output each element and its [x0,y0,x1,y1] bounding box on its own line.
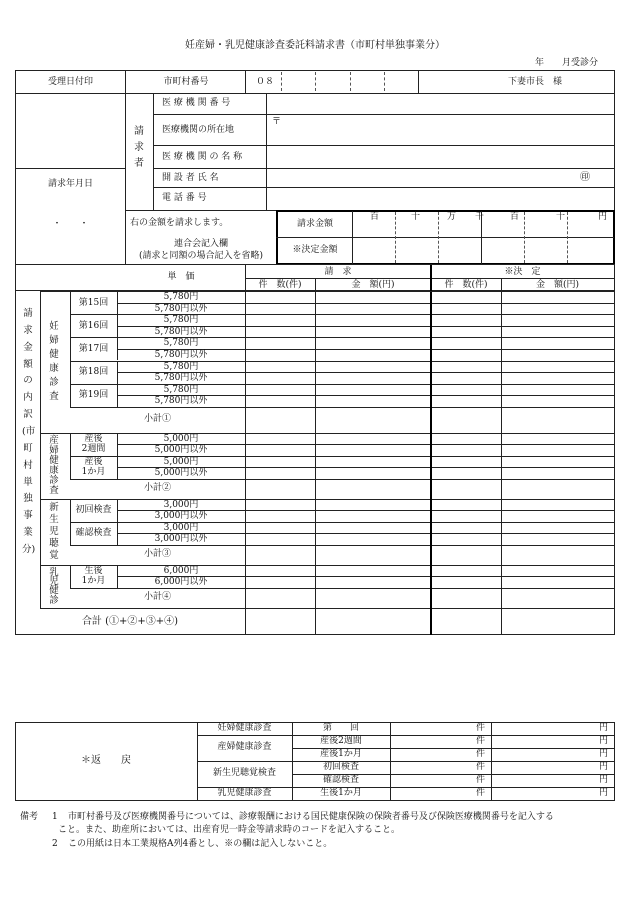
claim-count-header: 件 数(件) [258,280,302,290]
total-label: 合計 (①+②+③+④) [81,616,179,627]
return-item: 産後1か月 [320,749,362,759]
return-count: 件 [475,788,485,798]
federation-note-line1: 連合会記入欄 [173,239,228,249]
unit-yen: 円 [598,212,608,222]
decision-count-header: 件 数(件) [444,280,488,290]
unit-juu-2: 十 [556,212,566,222]
unit-hyaku-1: 百 [370,212,380,222]
unit-hyaku-2: 百 [510,212,520,222]
return-count: 件 [475,762,485,772]
decision-amount-header: 金 額(円) [535,280,580,290]
item-name: 産後 2週間 [81,434,106,454]
note-1-number: 1 [52,812,58,822]
subtotal-label: 小計③ [143,549,171,559]
unit-price: 6,000円 [163,565,199,576]
unit-price: 6,000円以外 [154,577,208,588]
return-count: 件 [475,736,485,746]
return-item: 初回検査 [322,762,359,772]
subtotal-label: 小計① [143,414,171,424]
group-label: 産婦健康診査 [49,435,59,497]
received-period: 年 月受診分 [535,58,599,68]
claim-header: 請 求 [324,267,352,277]
return-item: 確認検査 [322,775,359,785]
unit-man: 万 [447,212,457,222]
institution-address-label: 医療機関の所在地 [162,125,235,135]
breakdown-outer-label: 請求金額の内訳(市町村単独事業分) [22,308,36,556]
addressee: 下妻市長 様 [508,77,563,87]
item-name: 第15回 [78,298,109,308]
return-amount: 円 [598,749,608,759]
decision-header: ※決 定 [504,267,541,277]
federation-note-line2: (請求と同額の場合記入を省略) [138,251,264,261]
note-1-line2: こと。また、助産所においては、出産育児一時金等請求時のコードを記入すること。 [58,825,401,835]
claim-date-dots: ・ ・ [52,219,89,229]
municipal-number-label: 市町村番号 [163,77,209,87]
return-category: 新生児聴覚検査 [212,768,276,778]
unit-price: 3,000円以外 [154,511,208,522]
group-label: 妊婦健康診査 [49,321,59,402]
return-item: 生後1か月 [320,788,362,798]
note-1-line1: 市町村番号及び医療機関番号については、診療報酬における国民健康保険の保険者番号及び保険医療機関番号を記入する [68,812,554,822]
unit-price: 5,000円 [163,456,199,467]
unit-price: 5,780円以外 [154,326,208,337]
unit-price: 3,000円 [163,522,199,533]
item-name: 生後 1か月 [81,566,106,586]
form-title: 妊産婦・乳児健康診査委託料請求書（市町村単独事業分） [185,40,445,51]
unit-price: 5,780円 [163,361,199,372]
institution-number-label: 医 療 機 関 番 号 [162,98,231,108]
unit-price: 3,000円 [163,499,199,510]
founder-name-label: 開 設 者 氏 名 [162,173,219,183]
unit-price: 5,000円以外 [154,445,208,456]
return-count: 件 [475,723,485,733]
return-item: 産後2週間 [320,736,362,746]
claim-date-label: 請求年月日 [47,179,93,189]
return-item: 第 回 [322,723,359,733]
unit-price: 5,780円以外 [154,350,208,360]
return-count: 件 [475,775,485,785]
received-stamp-label: 受理日付印 [47,77,93,87]
item-name: 初回検査 [75,505,112,515]
unit-price: 5,780円 [163,338,199,349]
unit-price: 5,780円 [163,384,199,395]
item-name: 第17回 [78,344,109,354]
return-category: 産婦健康診査 [217,742,272,752]
unit-price: 5,780円以外 [154,303,208,314]
unit-price: 5,780円 [163,315,199,326]
return-amount: 円 [598,788,608,798]
institution-name-label: 医 療 機 関 の 名 称 [162,152,243,162]
claim-amount-label: 請求金額 [296,219,333,229]
seal-mark: ㊞ [580,172,590,183]
unit-price: 5,780円以外 [154,373,208,384]
municipal-number-value: ０８ [256,77,275,87]
subtotal-label: 小計② [143,483,171,493]
request-note: 右の金額を請求します。 [130,218,229,228]
unit-price: 5,780円以外 [154,396,208,407]
group-label: 乳児健診 [49,567,59,606]
return-amount: 円 [598,762,608,772]
unit-price: 5,000円 [163,433,199,444]
note-2-number: 2 [52,839,58,849]
unit-price: 3,000円以外 [154,534,208,545]
return-category: 妊婦健康診査 [217,722,272,733]
return-category: 乳児健康診査 [217,787,272,798]
unit-price-header: 単 価 [167,272,195,282]
claim-amount-header: 金 額(円) [351,280,395,290]
return-amount: 円 [598,736,608,746]
return-amount: 円 [598,723,608,733]
return-amount: 円 [598,775,608,785]
group-label: 新生児聴覚 [49,502,59,562]
claimant-label: 請求者 [134,126,144,169]
item-name: 産後 1か月 [81,457,106,477]
item-name: 第16回 [78,321,109,331]
notes-label: 備考 [20,812,39,822]
unit-price: 5,000円以外 [154,468,208,479]
return-label: ＊返 戻 [81,755,131,766]
item-name: 確認検査 [75,528,112,538]
postal-mark: 〒 [272,117,282,127]
item-name: 第19回 [78,390,109,400]
phone-number-label: 電 話 番 号 [162,193,207,203]
unit-juu-1: 十 [411,212,421,222]
item-name: 第18回 [78,367,109,377]
return-count: 件 [475,749,485,759]
subtotal-label: 小計④ [143,592,171,602]
note-2-line1: この用紙は日本工業規格A列4番とし、※の欄は記入しないこと。 [68,839,333,849]
unit-price: 5,780円 [163,292,199,302]
unit-sen: 千 [475,212,485,222]
decided-amount-label: ※決定金額 [292,245,338,255]
